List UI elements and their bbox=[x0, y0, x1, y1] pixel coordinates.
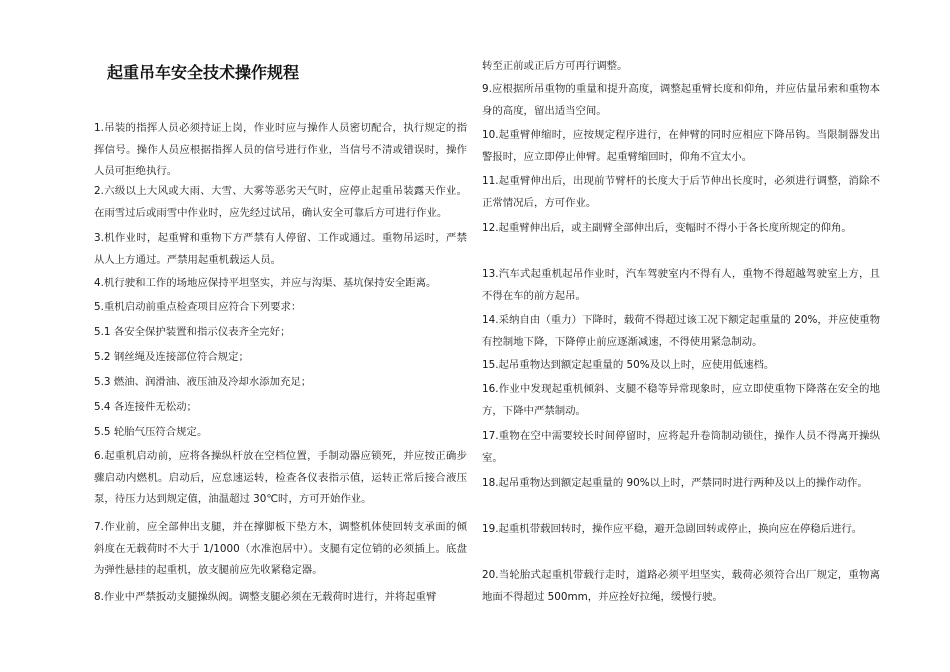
paragraph-6: 6.起重机启动前，应将各操纵杆放在空档位置，手制动器应锁死，并应按正确步骤启动内燃机。启动后，应怠速运转，检查各仪表指示值，运转正常后接合液压泵，待压力达到规定值，油温超过 30℃时，方可开始作业。 bbox=[94, 450, 467, 505]
paragraph-14: 14.采纳自由（重力）下降时，载荷不得超过该工况下额定起重量的 20%，并应使重物有控制地下降，下降停止前应逐渐减速，不得使用紧急制动。 bbox=[482, 314, 880, 348]
paragraph-4: 4.机行驶和工作的场地应保持平坦坚实，并应与沟渠、基坑保持安全距离。 bbox=[94, 277, 437, 289]
paragraph-7: 7.作业前，应全部伸出支腿，并在撑脚板下垫方木，调整机体使回转支承面的倾斜度在无载荷时不大于 1/1000（水准泡居中）。支腿有定位销的必须插上。底盘为弹性悬挂的起重机，放支腿前应先收紧稳定器。 bbox=[94, 521, 467, 576]
paragraph-5-4: 5.4 各连接件无松动； bbox=[94, 401, 197, 413]
paragraph-8-cont: 转至正前或正后方可再行调整。 bbox=[482, 60, 628, 72]
paragraph-10: 10.起重臂伸缩时，应按规定程序进行，在伸臂的同时应相应下降吊钩。当限制器发出警报时，应立即停止伸臂。起重臂缩回时，仰角不宜太小。 bbox=[482, 129, 880, 163]
paragraph-18: 18.起吊重物达到额定起重量的 90%以上时，严禁同时进行两种及以上的操作动作。 bbox=[482, 477, 868, 489]
document-title: 起重吊车安全技术操作规程 bbox=[107, 63, 300, 82]
paragraph-8: 8.作业中严禁扳动支腿操纵阀。调整支腿必须在无载荷时进行，并将起重臂 bbox=[94, 591, 437, 603]
paragraph-5-1: 5.1 各安全保护装置和指示仪表齐全完好； bbox=[94, 326, 291, 338]
paragraph-12: 12.起重臂伸出后，或主副臂全部伸出后，变幅时不得小于各长度所规定的仰角。 bbox=[482, 222, 852, 234]
paragraph-5-5: 5.5 轮胎气压符合规定。 bbox=[94, 426, 208, 438]
paragraph-16: 16.作业中发现起重机倾斜、支腿不稳等异常现象时，应立即使重物下降落在安全的地方，下降中严禁制动。 bbox=[482, 383, 880, 417]
paragraph-5-2: 5.2 钢丝绳及连接部位符合规定； bbox=[94, 351, 249, 363]
paragraph-11: 11.起重臂伸出后，出现前节臂杆的长度大于后节伸出长度时，必须进行调整，消除不正常情况后，方可作业。 bbox=[482, 175, 880, 209]
paragraph-15: 15.起吊重物达到额定起重量的 50%及以上时，应使用低速档。 bbox=[482, 359, 775, 371]
paragraph-5-3: 5.3 燃油、润滑油、液压油及冷却水添加充足； bbox=[94, 376, 312, 388]
paragraph-19: 19.起重机带载回转时，操作应平稳，避开急剧回转或停止，换向应在停稳后进行。 bbox=[482, 523, 863, 535]
paragraph-17: 17.重物在空中需要较长时间停留时，应将起升卷筒制动锁住，操作人员不得离开操纵室。 bbox=[482, 430, 880, 464]
paragraph-13: 13.汽车式起重机起吊作业时，汽车驾驶室内不得有人，重物不得超越驾驶室上方，且不得在车的前方起吊。 bbox=[482, 268, 880, 302]
paragraph-2: 2.六级以上大风或大雨、大雪、大雾等恶劣天气时，应停止起重吊装露天作业。在雨雪过后或雨雪中作业时，应先经过试吊，确认安全可靠后方可进行作业。 bbox=[94, 185, 467, 219]
paragraph-5: 5.重机启动前重点检查项目应符合下列要求： bbox=[94, 301, 302, 313]
paragraph-1: 1.吊装的指挥人员必须持证上岗，作业时应与操作人员密切配合，执行规定的指挥信号。操作人员应根据指挥人员的信号进行作业，当信号不清或错误时，操作人员可拒绝执行。 bbox=[94, 122, 467, 177]
paragraph-9: 9.应根据所吊重物的重量和提升高度，调整起重臂长度和仰角，并应估量吊索和重物本身的高度，留出适当空间。 bbox=[482, 83, 880, 117]
paragraph-3: 3.机作业时，起重臂和重物下方严禁有人停留、工作或通过。重物吊运时，严禁从人上方通过。严禁用起重机载运人员。 bbox=[94, 232, 467, 266]
paragraph-20: 20.当轮胎式起重机带载行走时，道路必须平坦坚实，载荷必须符合出厂规定，重物离地面不得超过 500mm，并应拴好拉绳，缓慢行驶。 bbox=[482, 569, 880, 603]
